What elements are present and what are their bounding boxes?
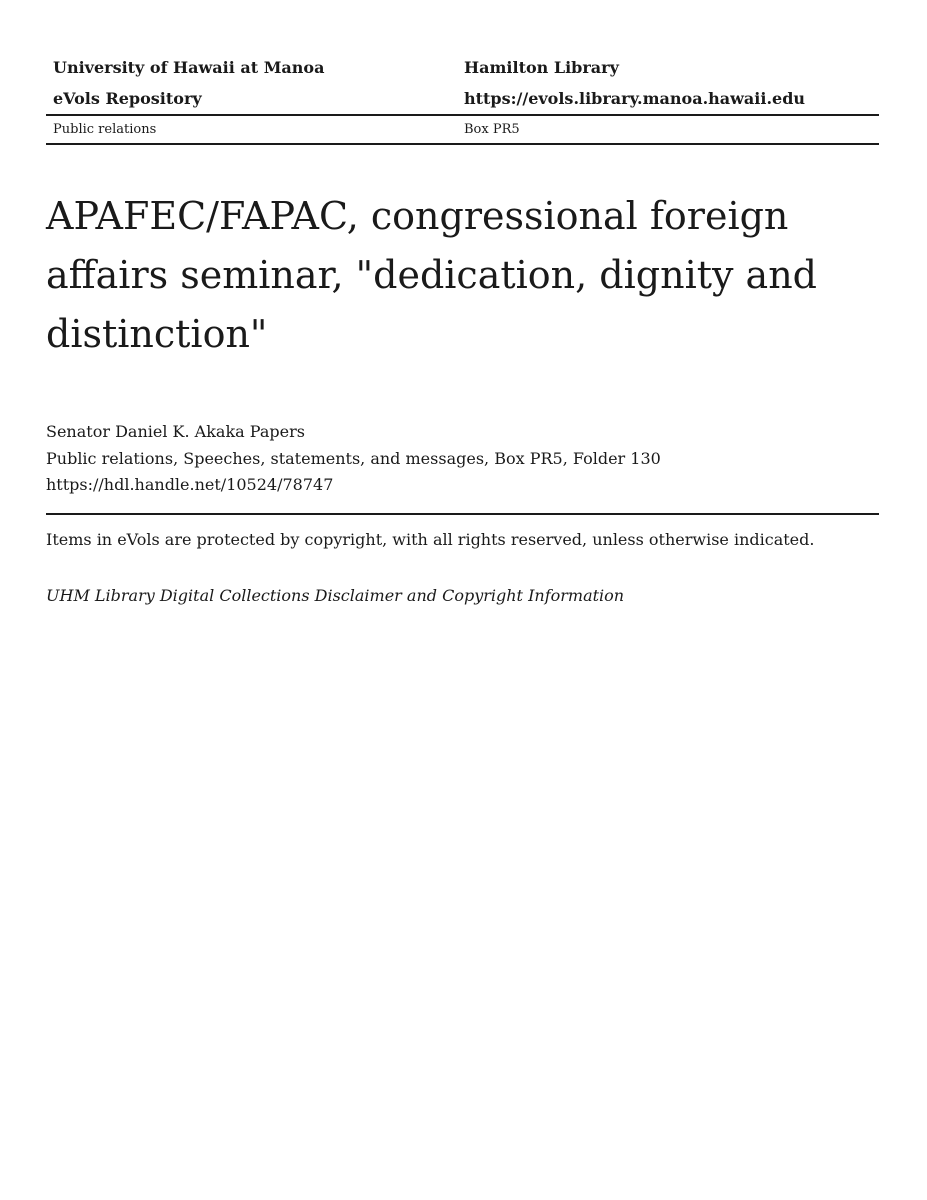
library-name: Hamilton Library bbox=[464, 58, 619, 77]
header-row-1 bbox=[46, 52, 879, 83]
header-divider-bottom bbox=[46, 143, 879, 145]
header-row-3 bbox=[46, 116, 879, 143]
handle-link[interactable]: https://hdl.handle.net/10524/78747 bbox=[46, 475, 334, 494]
copyright-notice: Items in eVols are protected by copyright, with all rights reserved, unless otherwise indicated. bbox=[46, 530, 815, 549]
folder-location: Public relations, Speeches, statements, and messages, Box PR5, Folder 130 bbox=[46, 448, 661, 468]
box-label: Box PR5 bbox=[464, 122, 520, 137]
institution-name: University of Hawaii at Manoa bbox=[53, 58, 325, 77]
header-row-2 bbox=[46, 83, 879, 114]
disclaimer-link[interactable]: UHM Library Digital Collections Disclaimer and Copyright Information bbox=[46, 586, 625, 605]
header-table bbox=[46, 52, 879, 145]
document-metadata bbox=[46, 419, 879, 499]
document-title: APAFEC/FAPAC, congressional foreign affairs seminar, "dedication, dignity and distinction" bbox=[46, 194, 818, 356]
repository-url[interactable]: https://evols.library.manoa.hawaii.edu bbox=[464, 89, 806, 108]
collection-area: Public relations bbox=[53, 122, 157, 137]
section-divider bbox=[46, 513, 879, 515]
repository-name: eVols Repository bbox=[53, 89, 202, 108]
collection-name: Senator Daniel K. Akaka Papers bbox=[46, 422, 305, 441]
